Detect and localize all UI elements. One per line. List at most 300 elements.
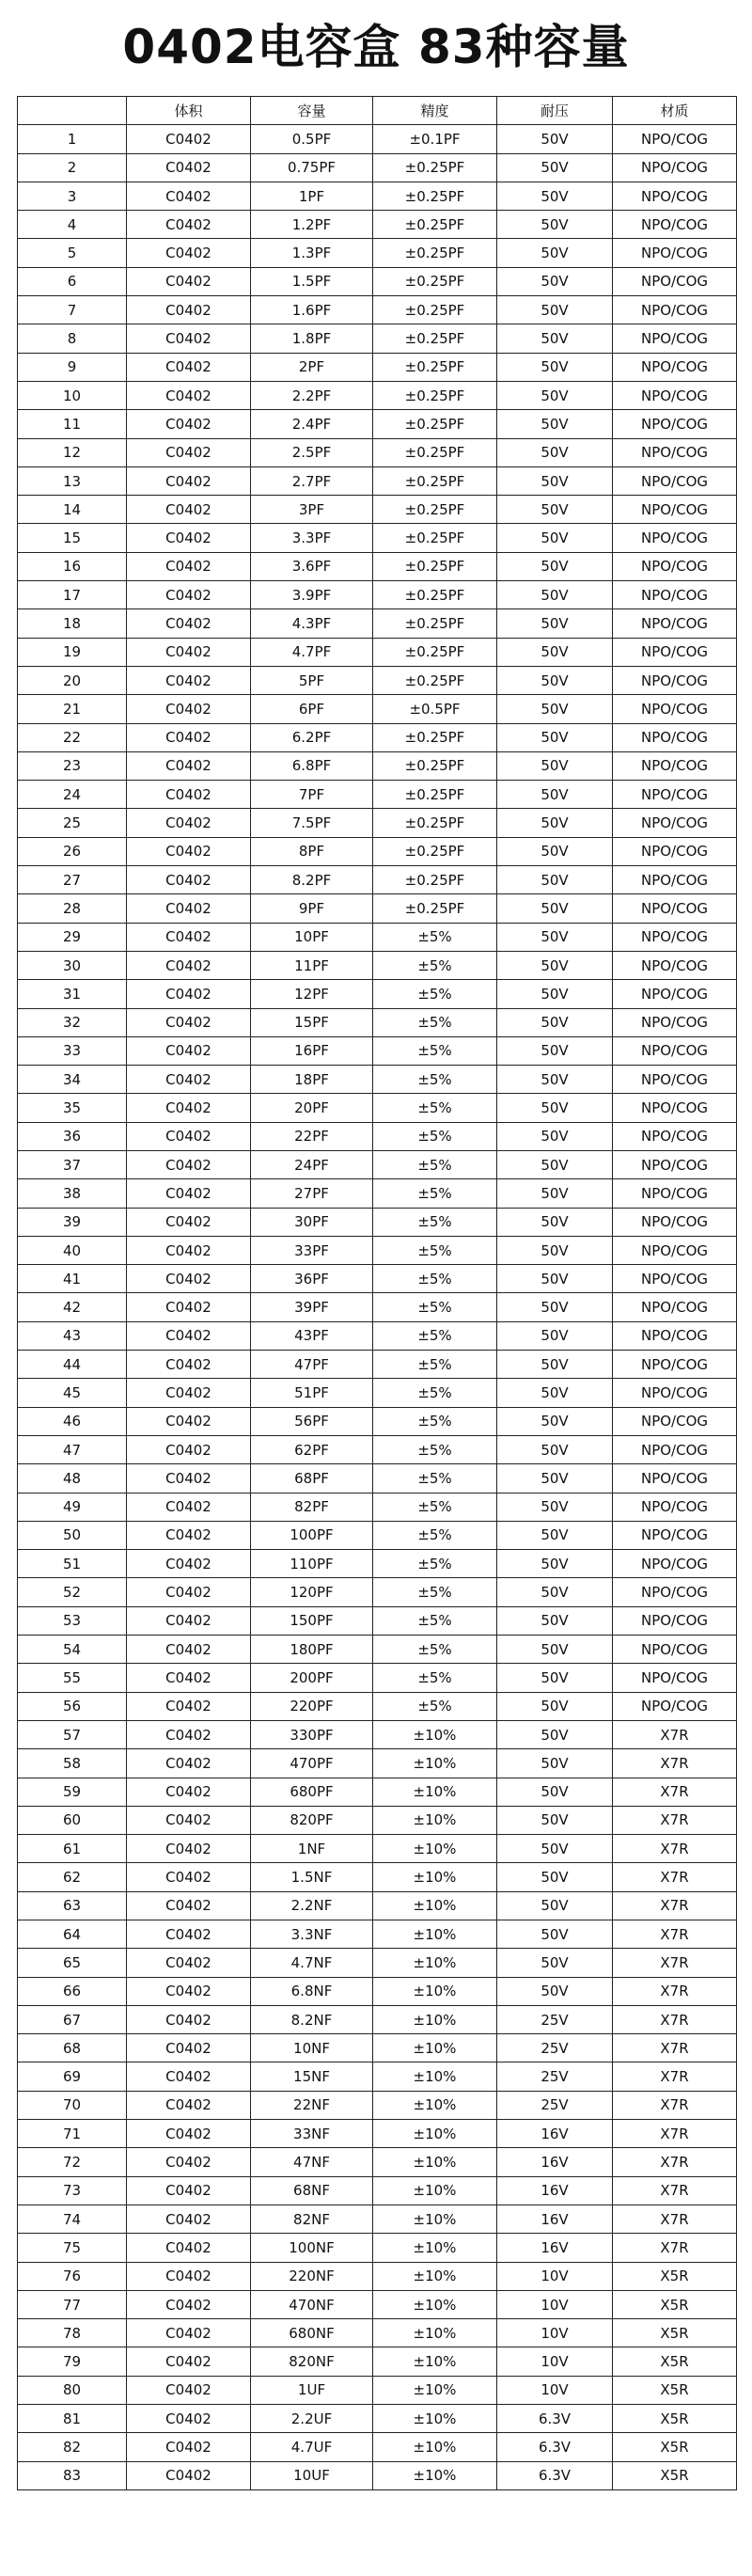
cell-index: 49 — [18, 1493, 127, 1521]
cell-tolerance: ±10% — [373, 2148, 497, 2176]
cell-voltage: 50V — [497, 1606, 613, 1635]
cell-capacitance: 1NF — [251, 1835, 373, 1863]
cell-tolerance: ±10% — [373, 1863, 497, 1891]
cell-material: NPO/COG — [613, 267, 737, 295]
cell-index: 5 — [18, 239, 127, 267]
cell-voltage: 50V — [497, 1066, 613, 1094]
cell-index: 20 — [18, 666, 127, 694]
cell-voltage: 50V — [497, 695, 613, 723]
cell-voltage: 50V — [497, 781, 613, 809]
cell-tolerance: ±5% — [373, 1150, 497, 1178]
cell-voltage: 50V — [497, 581, 613, 609]
cell-index: 78 — [18, 2319, 127, 2347]
cell-tolerance: ±0.25PF — [373, 324, 497, 353]
table-row — [18, 125, 737, 153]
cell-tolerance: ±0.25PF — [373, 837, 497, 865]
cell-package: C0402 — [127, 1920, 251, 1949]
cell-tolerance: ±5% — [373, 951, 497, 979]
cell-voltage: 50V — [497, 1236, 613, 1264]
cell-tolerance: ±5% — [373, 1179, 497, 1208]
cell-package: C0402 — [127, 1094, 251, 1122]
cell-index: 21 — [18, 695, 127, 723]
table-row — [18, 1179, 737, 1208]
cell-material: X7R — [613, 1920, 737, 1949]
cell-material: NPO/COG — [613, 125, 737, 153]
cell-material: NPO/COG — [613, 695, 737, 723]
cell-tolerance: ±10% — [373, 2376, 497, 2404]
table-body — [18, 125, 737, 2490]
table-row — [18, 1066, 737, 1094]
cell-tolerance: ±5% — [373, 1692, 497, 1720]
cell-tolerance: ±5% — [373, 1265, 497, 1293]
cell-capacitance: 6PF — [251, 695, 373, 723]
cell-material: NPO/COG — [613, 951, 737, 979]
cell-capacitance: 4.7UF — [251, 2433, 373, 2461]
cell-capacitance: 3.9PF — [251, 581, 373, 609]
cell-capacitance: 27PF — [251, 1179, 373, 1208]
cell-tolerance: ±10% — [373, 2205, 497, 2233]
cell-material: NPO/COG — [613, 1265, 737, 1293]
cell-package: C0402 — [127, 1066, 251, 1094]
cell-index: 6 — [18, 267, 127, 295]
table-row — [18, 695, 737, 723]
cell-voltage: 50V — [497, 1293, 613, 1321]
cell-voltage: 10V — [497, 2262, 613, 2290]
cell-package: C0402 — [127, 1407, 251, 1435]
cell-index: 82 — [18, 2433, 127, 2461]
cell-package: C0402 — [127, 1236, 251, 1264]
cell-index: 13 — [18, 466, 127, 495]
cell-package: C0402 — [127, 781, 251, 809]
cell-package: C0402 — [127, 296, 251, 324]
cell-material: X7R — [613, 2062, 737, 2091]
capacitor-spec-table — [17, 96, 737, 2490]
cell-capacitance: 82NF — [251, 2205, 373, 2233]
cell-voltage: 50V — [497, 1778, 613, 1806]
cell-voltage: 16V — [497, 2176, 613, 2205]
cell-material: NPO/COG — [613, 153, 737, 182]
table-row — [18, 951, 737, 979]
cell-package: C0402 — [127, 410, 251, 438]
cell-capacitance: 220NF — [251, 2262, 373, 2290]
cell-voltage: 50V — [497, 1863, 613, 1891]
cell-index: 79 — [18, 2347, 127, 2376]
cell-material: NPO/COG — [613, 781, 737, 809]
cell-tolerance: ±0.25PF — [373, 894, 497, 923]
table-row — [18, 466, 737, 495]
cell-tolerance: ±5% — [373, 1094, 497, 1122]
table-row — [18, 2034, 737, 2062]
table-row — [18, 751, 737, 780]
cell-capacitance: 8.2NF — [251, 2005, 373, 2033]
cell-capacitance: 200PF — [251, 1664, 373, 1692]
cell-index: 60 — [18, 1806, 127, 1834]
cell-index: 26 — [18, 837, 127, 865]
table-row — [18, 2234, 737, 2262]
cell-index: 58 — [18, 1749, 127, 1778]
table-row — [18, 723, 737, 751]
cell-material: NPO/COG — [613, 723, 737, 751]
cell-index: 32 — [18, 1008, 127, 1036]
cell-tolerance: ±5% — [373, 1636, 497, 1664]
cell-package: C0402 — [127, 1806, 251, 1834]
table-row — [18, 410, 737, 438]
cell-tolerance: ±0.25PF — [373, 153, 497, 182]
cell-capacitance: 680NF — [251, 2319, 373, 2347]
table-row — [18, 1920, 737, 1949]
cell-voltage: 50V — [497, 1407, 613, 1435]
cell-voltage: 50V — [497, 524, 613, 552]
cell-package: C0402 — [127, 466, 251, 495]
table-row — [18, 353, 737, 381]
cell-capacitance: 3.3NF — [251, 1920, 373, 1949]
cell-index: 64 — [18, 1920, 127, 1949]
cell-package: C0402 — [127, 211, 251, 239]
cell-package: C0402 — [127, 2148, 251, 2176]
cell-material: X5R — [613, 2290, 737, 2318]
cell-index: 19 — [18, 638, 127, 666]
cell-voltage: 50V — [497, 324, 613, 353]
cell-index: 83 — [18, 2461, 127, 2489]
header-voltage: 耐压 — [497, 97, 613, 125]
cell-voltage: 50V — [497, 1208, 613, 1236]
cell-material: NPO/COG — [613, 638, 737, 666]
cell-index: 14 — [18, 496, 127, 524]
table-row — [18, 1265, 737, 1293]
table-row — [18, 1664, 737, 1692]
cell-capacitance: 51PF — [251, 1379, 373, 1407]
cell-capacitance: 10UF — [251, 2461, 373, 2489]
cell-voltage: 50V — [497, 153, 613, 182]
table-row — [18, 1692, 737, 1720]
cell-tolerance: ±10% — [373, 1920, 497, 1949]
cell-package: C0402 — [127, 1891, 251, 1920]
cell-capacitance: 1UF — [251, 2376, 373, 2404]
cell-material: NPO/COG — [613, 1493, 737, 1521]
cell-index: 15 — [18, 524, 127, 552]
cell-package: C0402 — [127, 353, 251, 381]
cell-package: C0402 — [127, 1008, 251, 1036]
cell-material: X5R — [613, 2319, 737, 2347]
cell-package: C0402 — [127, 2290, 251, 2318]
cell-tolerance: ±0.25PF — [373, 638, 497, 666]
cell-package: C0402 — [127, 1122, 251, 1150]
cell-tolerance: ±5% — [373, 1606, 497, 1635]
cell-voltage: 50V — [497, 666, 613, 694]
cell-index: 46 — [18, 1407, 127, 1435]
cell-voltage: 10V — [497, 2290, 613, 2318]
cell-index: 39 — [18, 1208, 127, 1236]
cell-tolerance: ±0.25PF — [373, 751, 497, 780]
cell-capacitance: 120PF — [251, 1578, 373, 1606]
cell-tolerance: ±5% — [373, 1351, 497, 1379]
table-row — [18, 153, 737, 182]
cell-voltage: 50V — [497, 837, 613, 865]
header-row — [18, 97, 737, 125]
cell-voltage: 25V — [497, 2005, 613, 2033]
cell-material: NPO/COG — [613, 837, 737, 865]
cell-capacitance: 2PF — [251, 353, 373, 381]
cell-tolerance: ±5% — [373, 1236, 497, 1264]
table-row — [18, 2347, 737, 2376]
cell-index: 44 — [18, 1351, 127, 1379]
cell-index: 28 — [18, 894, 127, 923]
table-row — [18, 239, 737, 267]
cell-index: 41 — [18, 1265, 127, 1293]
table-row — [18, 1835, 737, 1863]
cell-index: 16 — [18, 552, 127, 580]
cell-capacitance: 220PF — [251, 1692, 373, 1720]
cell-index: 31 — [18, 980, 127, 1008]
cell-tolerance: ±5% — [373, 1208, 497, 1236]
cell-material: NPO/COG — [613, 894, 737, 923]
cell-material: NPO/COG — [613, 410, 737, 438]
cell-capacitance: 330PF — [251, 1720, 373, 1748]
cell-material: X7R — [613, 1835, 737, 1863]
cell-index: 69 — [18, 2062, 127, 2091]
cell-tolerance: ±10% — [373, 1949, 497, 1977]
cell-voltage: 50V — [497, 1435, 613, 1463]
table-row — [18, 1806, 737, 1834]
cell-voltage: 6.3V — [497, 2405, 613, 2433]
cell-package: C0402 — [127, 2319, 251, 2347]
table-row — [18, 2120, 737, 2148]
cell-material: X7R — [613, 1977, 737, 2005]
cell-capacitance: 8PF — [251, 837, 373, 865]
cell-package: C0402 — [127, 239, 251, 267]
cell-index: 56 — [18, 1692, 127, 1720]
cell-index: 33 — [18, 1036, 127, 1065]
cell-tolerance: ±5% — [373, 1066, 497, 1094]
cell-tolerance: ±0.25PF — [373, 466, 497, 495]
cell-voltage: 50V — [497, 809, 613, 837]
cell-capacitance: 16PF — [251, 1036, 373, 1065]
table-row — [18, 1891, 737, 1920]
cell-voltage: 50V — [497, 1179, 613, 1208]
cell-material: NPO/COG — [613, 1208, 737, 1236]
cell-material: NPO/COG — [613, 1407, 737, 1435]
cell-capacitance: 33PF — [251, 1236, 373, 1264]
table-row — [18, 1636, 737, 1664]
cell-material: NPO/COG — [613, 666, 737, 694]
cell-capacitance: 2.2PF — [251, 381, 373, 409]
cell-capacitance: 1.6PF — [251, 296, 373, 324]
cell-package: C0402 — [127, 1464, 251, 1493]
cell-package: C0402 — [127, 923, 251, 951]
cell-package: C0402 — [127, 1521, 251, 1549]
cell-tolerance: ±0.25PF — [373, 410, 497, 438]
cell-capacitance: 820PF — [251, 1806, 373, 1834]
cell-tolerance: ±0.25PF — [373, 353, 497, 381]
table-row — [18, 837, 737, 865]
cell-index: 30 — [18, 951, 127, 979]
cell-voltage: 25V — [497, 2062, 613, 2091]
cell-capacitance: 6.8PF — [251, 751, 373, 780]
cell-material: NPO/COG — [613, 496, 737, 524]
cell-material: NPO/COG — [613, 1122, 737, 1150]
cell-index: 27 — [18, 866, 127, 894]
table-row — [18, 609, 737, 638]
cell-material: X5R — [613, 2376, 737, 2404]
table-row — [18, 1150, 737, 1178]
cell-capacitance: 100NF — [251, 2234, 373, 2262]
cell-material: NPO/COG — [613, 466, 737, 495]
cell-capacitance: 3.6PF — [251, 552, 373, 580]
cell-tolerance: ±10% — [373, 2062, 497, 2091]
cell-capacitance: 30PF — [251, 1208, 373, 1236]
cell-material: NPO/COG — [613, 1351, 737, 1379]
cell-material: NPO/COG — [613, 1008, 737, 1036]
table-row — [18, 2005, 737, 2033]
cell-material: NPO/COG — [613, 324, 737, 353]
cell-material: X5R — [613, 2347, 737, 2376]
cell-material: NPO/COG — [613, 581, 737, 609]
cell-voltage: 50V — [497, 1379, 613, 1407]
cell-material: NPO/COG — [613, 1379, 737, 1407]
cell-material: X7R — [613, 2234, 737, 2262]
cell-index: 68 — [18, 2034, 127, 2062]
cell-index: 36 — [18, 1122, 127, 1150]
cell-package: C0402 — [127, 182, 251, 210]
cell-material: NPO/COG — [613, 1036, 737, 1065]
cell-index: 43 — [18, 1321, 127, 1350]
table-row — [18, 1606, 737, 1635]
cell-tolerance: ±5% — [373, 1008, 497, 1036]
cell-material: NPO/COG — [613, 353, 737, 381]
cell-index: 1 — [18, 125, 127, 153]
cell-voltage: 50V — [497, 381, 613, 409]
cell-tolerance: ±0.25PF — [373, 438, 497, 466]
table-row — [18, 2319, 737, 2347]
cell-material: NPO/COG — [613, 1321, 737, 1350]
cell-voltage: 10V — [497, 2347, 613, 2376]
cell-index: 37 — [18, 1150, 127, 1178]
cell-index: 23 — [18, 751, 127, 780]
table-row — [18, 1236, 737, 1264]
cell-index: 73 — [18, 2176, 127, 2205]
cell-package: C0402 — [127, 324, 251, 353]
cell-material: NPO/COG — [613, 438, 737, 466]
cell-package: C0402 — [127, 2120, 251, 2148]
table-row — [18, 1464, 737, 1493]
cell-capacitance: 4.7PF — [251, 638, 373, 666]
cell-material: NPO/COG — [613, 1521, 737, 1549]
cell-material: NPO/COG — [613, 1550, 737, 1578]
cell-index: 77 — [18, 2290, 127, 2318]
cell-index: 75 — [18, 2234, 127, 2262]
cell-index: 74 — [18, 2205, 127, 2233]
cell-capacitance: 2.7PF — [251, 466, 373, 495]
cell-index: 57 — [18, 1720, 127, 1748]
table-row — [18, 1435, 737, 1463]
cell-material: X7R — [613, 1891, 737, 1920]
cell-material: X5R — [613, 2262, 737, 2290]
cell-capacitance: 3.3PF — [251, 524, 373, 552]
cell-material: X5R — [613, 2405, 737, 2433]
cell-index: 7 — [18, 296, 127, 324]
cell-tolerance: ±10% — [373, 2120, 497, 2148]
cell-material: NPO/COG — [613, 1464, 737, 1493]
cell-index: 70 — [18, 2091, 127, 2119]
cell-index: 18 — [18, 609, 127, 638]
cell-package: C0402 — [127, 1720, 251, 1748]
cell-package: C0402 — [127, 438, 251, 466]
cell-index: 17 — [18, 581, 127, 609]
cell-index: 55 — [18, 1664, 127, 1692]
table-row — [18, 1122, 737, 1150]
cell-tolerance: ±0.25PF — [373, 581, 497, 609]
table-row — [18, 1008, 737, 1036]
cell-material: NPO/COG — [613, 1636, 737, 1664]
cell-capacitance: 2.2NF — [251, 1891, 373, 1920]
cell-package: C0402 — [127, 1664, 251, 1692]
cell-capacitance: 8.2PF — [251, 866, 373, 894]
cell-capacitance: 68PF — [251, 1464, 373, 1493]
cell-material: NPO/COG — [613, 1066, 737, 1094]
cell-material: NPO/COG — [613, 239, 737, 267]
cell-voltage: 10V — [497, 2319, 613, 2347]
cell-tolerance: ±10% — [373, 2005, 497, 2033]
table-row — [18, 1778, 737, 1806]
cell-voltage: 50V — [497, 353, 613, 381]
cell-package: C0402 — [127, 2461, 251, 2489]
cell-voltage: 50V — [497, 125, 613, 153]
cell-index: 54 — [18, 1636, 127, 1664]
table-row — [18, 296, 737, 324]
cell-material: NPO/COG — [613, 1435, 737, 1463]
table-row — [18, 2290, 737, 2318]
cell-material: NPO/COG — [613, 809, 737, 837]
cell-index: 51 — [18, 1550, 127, 1578]
cell-tolerance: ±5% — [373, 1407, 497, 1435]
cell-material: NPO/COG — [613, 1692, 737, 1720]
cell-voltage: 50V — [497, 1094, 613, 1122]
table-row — [18, 1550, 737, 1578]
cell-package: C0402 — [127, 638, 251, 666]
cell-index: 62 — [18, 1863, 127, 1891]
cell-index: 4 — [18, 211, 127, 239]
cell-package: C0402 — [127, 751, 251, 780]
cell-voltage: 50V — [497, 438, 613, 466]
cell-tolerance: ±5% — [373, 1321, 497, 1350]
table-row — [18, 980, 737, 1008]
cell-voltage: 50V — [497, 1036, 613, 1065]
cell-material: NPO/COG — [613, 609, 737, 638]
cell-tolerance: ±10% — [373, 2461, 497, 2489]
cell-material: X7R — [613, 2148, 737, 2176]
cell-index: 2 — [18, 153, 127, 182]
table-row — [18, 1720, 737, 1748]
table-row — [18, 1208, 737, 1236]
cell-package: C0402 — [127, 723, 251, 751]
cell-index: 42 — [18, 1293, 127, 1321]
cell-tolerance: ±10% — [373, 2091, 497, 2119]
cell-index: 53 — [18, 1606, 127, 1635]
cell-package: C0402 — [127, 1949, 251, 1977]
table-row — [18, 2176, 737, 2205]
cell-package: C0402 — [127, 1150, 251, 1178]
cell-material: NPO/COG — [613, 1664, 737, 1692]
cell-package: C0402 — [127, 381, 251, 409]
cell-tolerance: ±0.25PF — [373, 267, 497, 295]
cell-capacitance: 6.2PF — [251, 723, 373, 751]
cell-material: X7R — [613, 2120, 737, 2148]
cell-capacitance: 43PF — [251, 1321, 373, 1350]
cell-capacitance: 470NF — [251, 2290, 373, 2318]
cell-tolerance: ±0.25PF — [373, 723, 497, 751]
cell-package: C0402 — [127, 2234, 251, 2262]
cell-index: 3 — [18, 182, 127, 210]
